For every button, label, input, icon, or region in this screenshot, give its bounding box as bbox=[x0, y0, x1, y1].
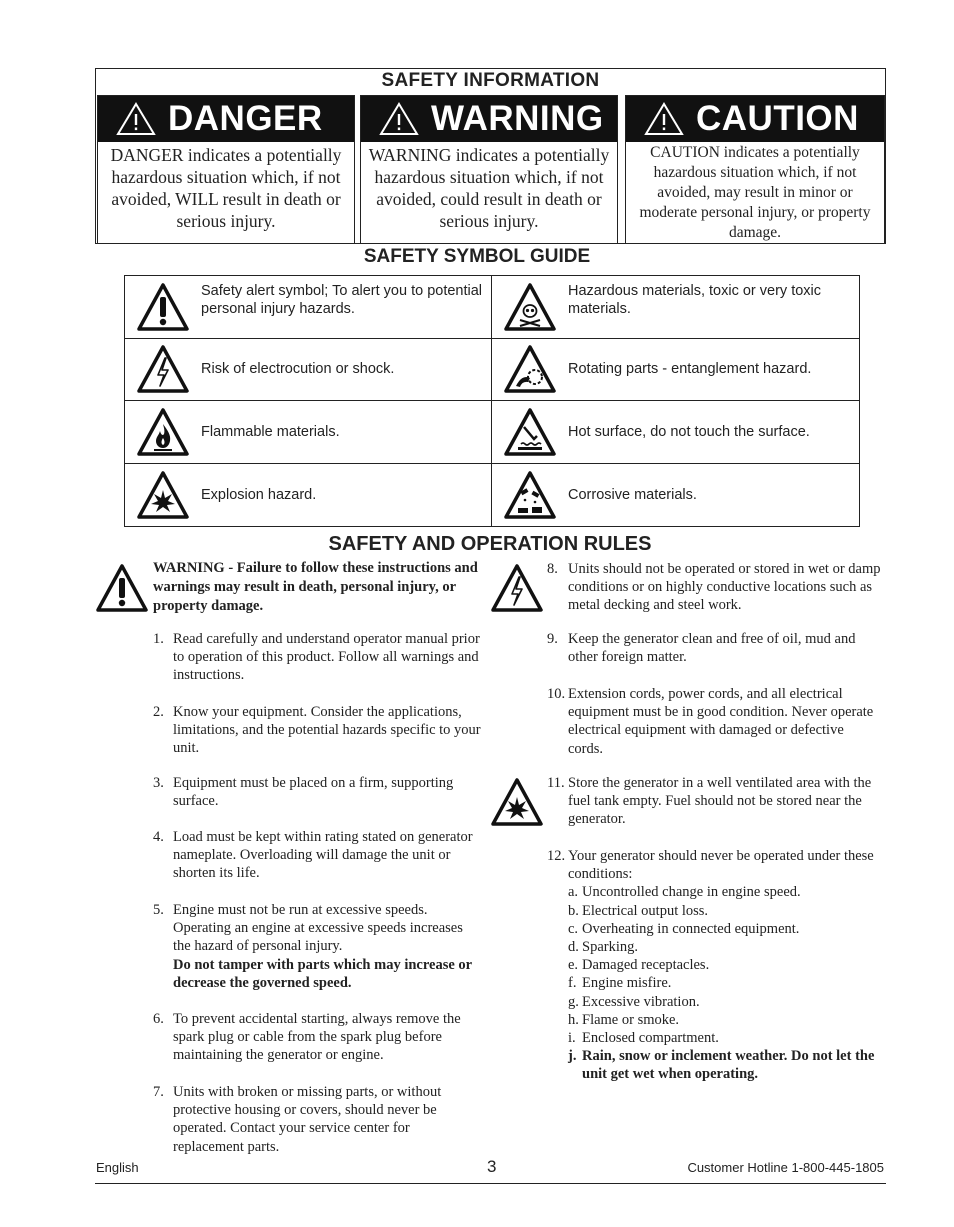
rule-text: Engine must not be run at excessive speeds. Operating an engine at excessive speeds increases the hazard of personal injury. bbox=[173, 902, 463, 955]
condition-letter: d. bbox=[568, 939, 579, 956]
rule-text: Read carefully and understand operator manual prior to operation of this product. Follow all warnings and instructions. bbox=[173, 631, 480, 684]
condition-letter: e. bbox=[568, 957, 579, 974]
warning-description: WARNING indicates a potentially hazardous situation which, if not avoided, could result in death or serious injury. bbox=[368, 145, 610, 231]
rule-item bbox=[547, 560, 882, 615]
rule-number: 2. bbox=[153, 704, 164, 720]
warning-signal-word: WARNING bbox=[431, 99, 604, 138]
rule-number: 4. bbox=[153, 829, 164, 845]
condition-text: Electrical output loss. bbox=[582, 902, 709, 919]
condition-list bbox=[547, 883, 882, 1083]
condition-item bbox=[568, 993, 882, 1011]
symbol-row bbox=[125, 401, 492, 464]
symbol-description: Explosion hazard. bbox=[201, 486, 317, 503]
rule-number: 10. bbox=[547, 686, 566, 702]
condition-item bbox=[568, 1029, 882, 1047]
condition-text: Overheating in connected equipment. bbox=[582, 920, 800, 937]
symbol-row bbox=[492, 464, 859, 527]
symbol-guide-table bbox=[124, 275, 860, 527]
rule-text: Units should not be operated or stored in wet or damp conditions or on highly conductive locations such as metal decking and steel work. bbox=[568, 561, 881, 614]
footer-language: English bbox=[96, 1160, 139, 1175]
condition-item bbox=[568, 974, 882, 992]
caution-description: CAUTION indicates a potentially hazardous situation which, if not avoided, may result in minor or moderate personal injury, or property damage. bbox=[639, 144, 871, 241]
rule-item bbox=[153, 828, 483, 883]
symbol-guide-title: SAFETY SYMBOL GUIDE bbox=[363, 246, 591, 267]
caution-panel bbox=[625, 95, 885, 244]
safety-information-title: SAFETY INFORMATION bbox=[381, 70, 600, 91]
condition-text: Uncontrolled change in engine speed. bbox=[582, 884, 801, 901]
rule-item bbox=[547, 630, 882, 666]
rule-item bbox=[153, 703, 483, 758]
danger-header bbox=[98, 96, 354, 142]
condition-item bbox=[568, 938, 882, 956]
condition-text: Engine misfire. bbox=[582, 975, 672, 992]
symbol-row bbox=[125, 339, 492, 402]
symbol-row bbox=[125, 276, 492, 339]
corrosive-icon bbox=[504, 470, 556, 520]
condition-letter: a. bbox=[568, 884, 579, 901]
condition-item bbox=[568, 883, 882, 901]
symbol-description: Safety alert symbol; To alert you to potential personal injury hazards. bbox=[201, 283, 483, 317]
rule-text: Store the generator in a well ventilated area with the fuel tank empty. Fuel should not be stored near the generator. bbox=[568, 775, 872, 828]
footer-divider bbox=[95, 1183, 886, 1184]
safety-information-box bbox=[95, 68, 886, 244]
rule-item bbox=[153, 774, 483, 810]
customer-hotline: Customer Hotline 1-800-445-1805 bbox=[687, 1160, 884, 1175]
rule-text: Your generator should never be operated under these conditions: bbox=[568, 848, 874, 883]
rule-item bbox=[153, 901, 483, 992]
caution-header bbox=[626, 96, 884, 142]
danger-signal-word: DANGER bbox=[168, 99, 323, 138]
condition-item bbox=[568, 1047, 882, 1083]
safety-alert-icon bbox=[96, 563, 148, 613]
explosion-icon bbox=[491, 777, 543, 827]
condition-letter: g. bbox=[568, 993, 579, 1010]
rule-item bbox=[547, 774, 882, 829]
rule-number: 6. bbox=[153, 1011, 164, 1027]
condition-text: Excessive vibration. bbox=[582, 993, 700, 1010]
rule-number: 11. bbox=[547, 775, 565, 791]
warning-header bbox=[361, 96, 617, 142]
rule-text: Units with broken or missing parts, or without protective housing or covers, should never be operated. Contact your service center for replacement parts. bbox=[173, 1084, 442, 1155]
caution-signal-word: CAUTION bbox=[696, 99, 859, 138]
rule-number: 8. bbox=[547, 561, 558, 577]
symbol-description: Rotating parts - entanglement hazard. bbox=[568, 361, 812, 378]
symbol-description: Hot surface, do not touch the surface. bbox=[568, 423, 810, 440]
flame-icon bbox=[137, 407, 189, 457]
safety-alert-icon bbox=[137, 282, 189, 332]
rule-item bbox=[547, 685, 882, 758]
condition-letter: j. bbox=[568, 1048, 577, 1065]
condition-text: Sparking. bbox=[582, 939, 638, 956]
page-number: 3 bbox=[487, 1157, 497, 1176]
rule-number: 9. bbox=[547, 631, 558, 647]
warning-triangle-icon bbox=[116, 102, 156, 136]
toxic-skull-icon bbox=[504, 282, 556, 332]
condition-letter: h. bbox=[568, 1011, 579, 1028]
rule-item bbox=[153, 1010, 483, 1065]
condition-item bbox=[568, 1011, 882, 1029]
symbol-row bbox=[492, 401, 859, 464]
condition-letter: b. bbox=[568, 902, 579, 919]
condition-item bbox=[568, 956, 882, 974]
condition-text: Damaged receptacles. bbox=[582, 957, 710, 974]
symbol-description: Risk of electrocution or shock. bbox=[201, 361, 395, 378]
symbol-description: Flammable materials. bbox=[201, 423, 340, 440]
rules-title: SAFETY AND OPERATION RULES bbox=[328, 533, 652, 555]
condition-text: Enclosed compartment. bbox=[582, 1030, 719, 1047]
rule-number: 7. bbox=[153, 1084, 164, 1100]
symbol-row bbox=[492, 339, 859, 402]
condition-letter: f. bbox=[568, 975, 577, 992]
rule-text: Know your equipment. Consider the applications, limitations, and the potential hazards specific to your unit. bbox=[173, 704, 481, 757]
rules-warning-text: WARNING - Failure to follow these instructions and warnings may result in death, personal injury, or property damage. bbox=[153, 560, 478, 614]
rule-text: To prevent accidental starting, always remove the spark plug or cable from the spark plug before maintaining the generator or engine. bbox=[173, 1011, 461, 1064]
condition-letter: c. bbox=[568, 920, 579, 937]
condition-item bbox=[568, 920, 882, 938]
rule-number: 3. bbox=[153, 775, 164, 791]
explosion-icon bbox=[137, 470, 189, 520]
rule-number: 1. bbox=[153, 631, 164, 647]
condition-text: Rain, snow or inclement weather. Do not let the unit get wet when operating. bbox=[582, 1048, 875, 1083]
rotating-parts-icon bbox=[504, 344, 556, 394]
rule-text: Equipment must be placed on a firm, supporting surface. bbox=[173, 775, 454, 810]
danger-panel bbox=[97, 95, 355, 244]
warning-triangle-icon bbox=[379, 102, 419, 136]
warning-triangle-icon bbox=[644, 102, 684, 136]
symbol-description: Hazardous materials, toxic or very toxic materials. bbox=[568, 283, 822, 317]
condition-text: Flame or smoke. bbox=[582, 1011, 680, 1028]
rule-item bbox=[153, 630, 483, 685]
rule-item bbox=[153, 1083, 483, 1156]
rule-text: Keep the generator clean and free of oil, mud and other foreign matter. bbox=[568, 631, 856, 666]
rule-text: Load must be kept within rating stated on generator nameplate. Overloading will damage the unit or shorten its life. bbox=[173, 829, 473, 882]
electric-shock-icon bbox=[491, 563, 543, 613]
rule-item bbox=[547, 847, 882, 1084]
condition-item bbox=[568, 902, 882, 920]
hot-surface-icon bbox=[504, 407, 556, 457]
danger-description: DANGER indicates a potentially hazardous situation which, if not avoided, WILL result in death or serious injury. bbox=[110, 145, 342, 231]
symbol-row bbox=[492, 276, 859, 339]
warning-panel bbox=[360, 95, 618, 244]
symbol-description: Corrosive materials. bbox=[568, 486, 697, 503]
rule-number: 12. bbox=[547, 848, 566, 864]
condition-letter: i. bbox=[568, 1030, 576, 1047]
rule-emphasis: Do not tamper with parts which may increase or decrease the governed speed. bbox=[173, 956, 472, 991]
rule-number: 5. bbox=[153, 902, 164, 918]
electric-shock-icon bbox=[137, 344, 189, 394]
rule-text: Extension cords, power cords, and all electrical equipment must be in good condition. Never operate electrical equipment with damaged or defective cords. bbox=[568, 686, 874, 757]
symbol-row bbox=[125, 464, 492, 527]
